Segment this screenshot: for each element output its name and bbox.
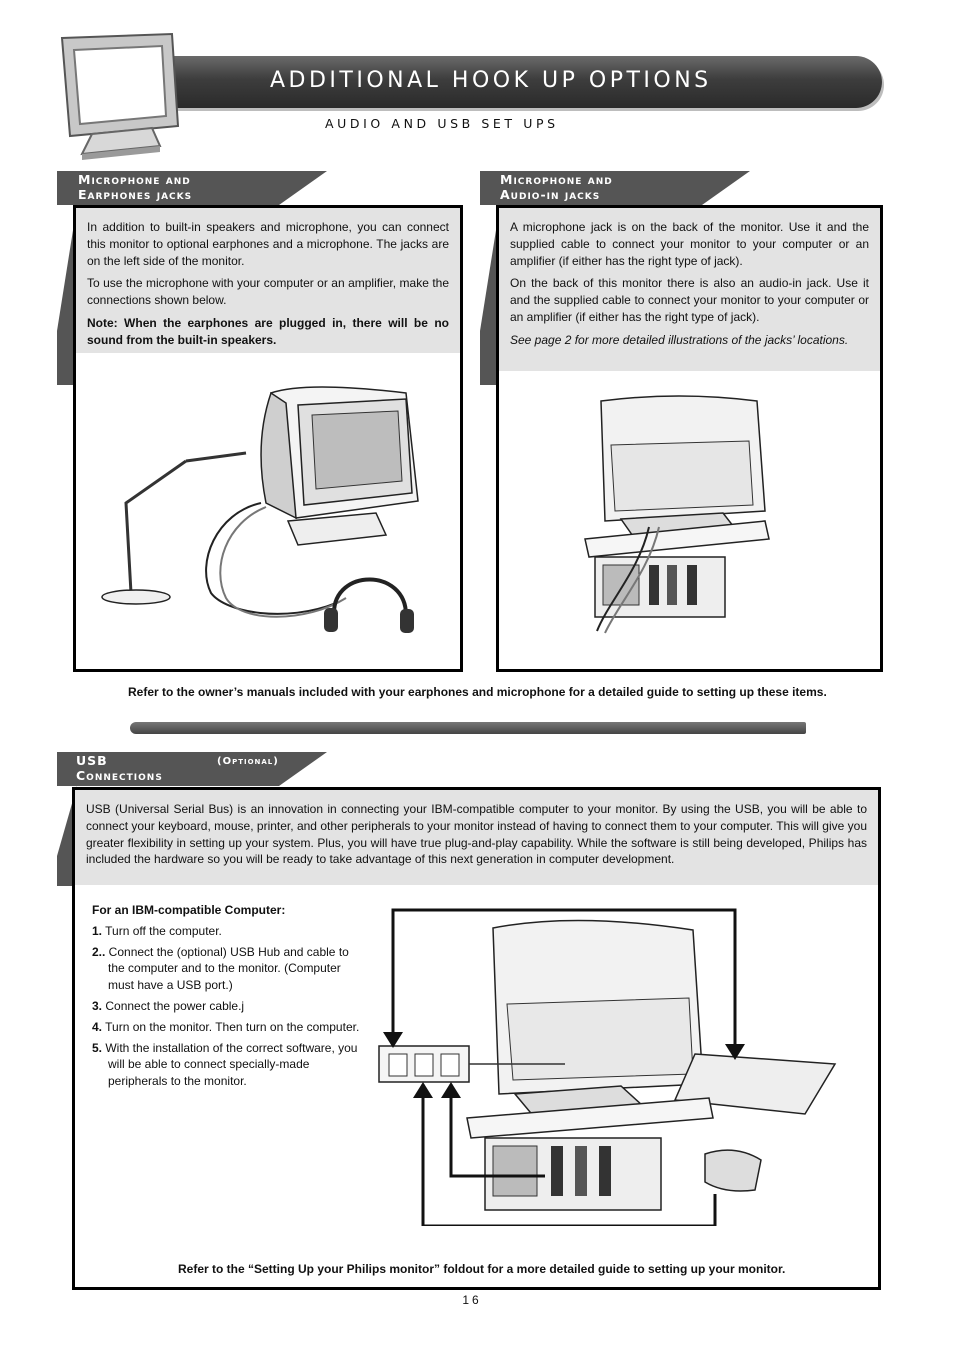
panel-text: [75, 790, 878, 885]
paragraph: In addition to built-in speakers and microphone, you can connect this monitor to optional earphones and a microphone. The jacks are on the left side of the monitor.: [87, 220, 449, 268]
list-item: 5. With the installation of the correct software, you will be able to connect specially-made peripherals to the monitor.: [92, 1040, 358, 1089]
optional-label: (Optional): [217, 756, 279, 767]
audio-in-setup-illustration: [499, 371, 880, 669]
earphones-setup-illustration: [76, 353, 460, 669]
page-title: ADDITIONAL HOOK UP OPTIONS: [270, 68, 712, 93]
note: Note: When the earphones are plugged in, there will be no sound from the built-in speakers.: [87, 315, 449, 347]
usb-intro: USB (Universal Serial Bus) is an innovation in connecting your IBM-compatible computer to your monitor. By using the USB, you will be able to connect your keyboard, mouse, printer, and other peripherals to your monitor instead of having to connect them to your computer. This will give you greater flexibility in setting up your system. Plus, you will have true plug-and-play capability. While the software is still being developed, Philips has included the hardware so you will be ready to take advantage of this next generation in computer development.: [86, 802, 867, 867]
paragraph: See page 2 for more detailed illustrations of the jacks’ locations.: [510, 332, 849, 347]
panel-mic-audioin: [496, 205, 883, 672]
paragraph: To use the microphone with your computer or an amplifier, make the connections shown below.: [87, 276, 449, 308]
page-subtitle: AUDIO AND USB SET UPS: [325, 116, 559, 131]
paragraph: A microphone jack is on the back of the monitor. Use it and the supplied cable to connect your monitor to your computer or an amplifier (if either has the right type of jack).: [510, 220, 869, 268]
panel-mic-earphones: [73, 205, 463, 672]
list-item: 4. Turn on the monitor. Then turn on the computer.: [92, 1019, 360, 1034]
list-item: 2.. Connect the (optional) USB Hub and cable to the computer and to the monitor. (Computer must have a USB port.): [92, 944, 349, 993]
list-item: 1. Turn off the computer.: [92, 923, 222, 938]
monitor-icon: [52, 30, 192, 160]
list-item: 3. Connect the power cable.j: [92, 998, 245, 1013]
usb-footnote: Refer to the “Setting Up your Philips monitor” foldout for a more detailed guide to setting up your monitor.: [178, 1262, 786, 1276]
section-title: USB (Optional) Connections: [76, 753, 279, 783]
usb-steps: [92, 902, 364, 1090]
panel-text: [76, 208, 460, 353]
section-divider: [130, 722, 806, 734]
page-number: 16: [462, 1293, 482, 1307]
section-title: Microphone and Audio-in jacks: [500, 172, 613, 202]
audio-footnote: Refer to the owner’s manuals included with your earphones and microphone for a detailed guide to setting up these items.: [128, 685, 827, 699]
usb-setup-illustration: [375, 904, 841, 1226]
section-title: Microphone and Earphones jacks: [78, 172, 193, 202]
steps-heading: For an IBM-compatible Computer:: [92, 903, 286, 917]
paragraph: On the back of this monitor there is also an audio-in jack. Use it and the supplied cable to connect your monitor to your computer or an amplifier (if either has the right type of jack).: [510, 276, 869, 324]
header-banner: [170, 56, 882, 108]
panel-text: [499, 208, 880, 371]
